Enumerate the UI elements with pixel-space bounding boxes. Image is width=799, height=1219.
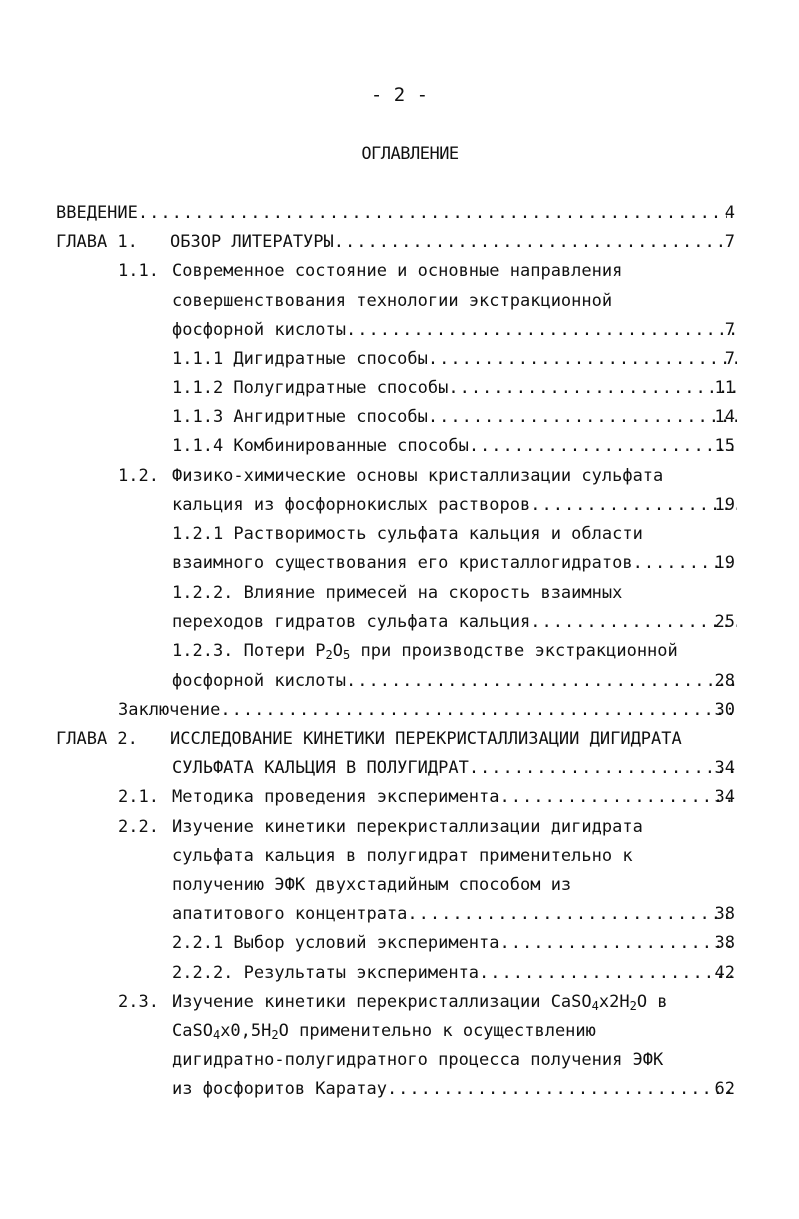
toc-entry-2-3-line4[interactable] (172, 1076, 799, 1102)
dot-leader (334, 229, 727, 255)
entry-title-cont: переходов гидратов сульфата кальция (172, 612, 531, 632)
toc-entry-2-2-line2 (172, 843, 799, 869)
page-ref: 28 (714, 671, 735, 691)
entry-title: ВВЕДЕНИЕ (56, 203, 138, 223)
entry-title-cont: из фосфоритов Каратау (172, 1079, 387, 1099)
section-number: 2.2. (118, 817, 159, 837)
page-ref: 7 (724, 320, 735, 340)
entry-title: 1.2.2. Влияние примесей на скорость взаимных (172, 583, 623, 603)
page-number: - 2 - (370, 84, 429, 106)
toc-entry-2-1[interactable] (118, 784, 799, 810)
entry-title: Современное состояние и основные направления (172, 261, 623, 281)
dot-leader (500, 784, 737, 810)
dot-leader (346, 668, 737, 694)
page-ref: 19 (714, 553, 735, 573)
entry-title: 1.1.4 Комбинированные способы (172, 436, 469, 456)
entry-title: Заключение (118, 700, 221, 720)
toc-entry-2-3-line1[interactable] (118, 989, 799, 1015)
page-ref: 34 (714, 787, 735, 807)
entry-title: 1.1.2 Полугидратные способы (172, 378, 449, 398)
toc-entry-2-2-2[interactable] (172, 960, 799, 986)
toc-entry-1-1-line2 (172, 288, 799, 314)
dot-leader (346, 317, 737, 343)
entry-title: Изучение кинетики перекристаллизации дигидрата (172, 817, 643, 837)
toc-entry-1-1-2[interactable] (172, 375, 799, 401)
dot-leader (469, 433, 737, 459)
toc-entry-2-2-line1[interactable] (118, 814, 799, 840)
entry-title-cont: взаимного существования его кристаллогидратов (172, 553, 633, 573)
dot-leader (428, 404, 737, 430)
toc-entry-2-3-line2 (172, 1018, 799, 1044)
page-ref: 38 (714, 933, 735, 953)
entry-title: ОБЗОР ЛИТЕРАТУРЫ (170, 232, 334, 252)
page-ref: 42 (714, 963, 735, 983)
toc-entry-1-2-2-line1[interactable] (172, 580, 799, 606)
dot-leader (448, 375, 737, 401)
toc-entry-chapter-2-line2[interactable] (172, 755, 799, 781)
toc-entry-1-2-1-line1[interactable] (172, 521, 799, 547)
page-ref: 34 (714, 758, 735, 778)
dot-leader (530, 609, 737, 635)
toc-entry-1-2-line2[interactable] (172, 492, 799, 518)
toc-entry-1-2-line1[interactable] (118, 463, 799, 489)
toc-entry-chapter-2-line1[interactable] (56, 726, 799, 752)
toc-entry-1-2-3-line1[interactable] (172, 638, 799, 664)
toc-entry-2-2-line4[interactable] (172, 901, 799, 927)
page-ref: 7 (724, 232, 735, 252)
chapter-number: ГЛАВА 2. (56, 729, 138, 749)
page-ref: 7 (724, 349, 735, 369)
toc-entry-1-1-3[interactable] (172, 404, 799, 430)
entry-title: 2.2.1 Выбор условий эксперимента (172, 933, 500, 953)
entry-title: ИССЛЕДОВАНИЕ КИНЕТИКИ ПЕРЕКРИСТАЛЛИЗАЦИИ ДИГИДРАТА (170, 729, 682, 749)
page-ref: 30 (714, 700, 735, 720)
dot-leader (387, 1076, 737, 1102)
dot-leader (220, 697, 737, 723)
toc-entry-1-1-line1[interactable] (118, 258, 799, 284)
entry-title: 1.1.1 Дигидратные способы (172, 349, 428, 369)
entry-title-cont: фосфорной кислоты (172, 671, 346, 691)
entry-title: 2.2.2. Результаты эксперимента (172, 963, 480, 983)
entry-title-cont: фосфорной кислоты (172, 320, 346, 340)
entry-title: Методика проведения эксперимента (172, 787, 500, 807)
dot-leader (428, 346, 737, 372)
toc-entry-1-1-line3[interactable] (172, 317, 799, 343)
entry-title-cont: кальция из фосфорнокислых растворов (172, 495, 531, 515)
dot-leader (138, 200, 727, 226)
entry-title-cont: СУЛЬФАТА КАЛЬЦИЯ В ПОЛУГИДРАТ (172, 758, 469, 778)
toc-entry-2-2-line3 (172, 872, 799, 898)
entry-title: 1.2.1 Растворимость сульфата кальция и области (172, 524, 643, 544)
section-number: 2.1. (118, 787, 159, 807)
toc-entry-2-3-line3 (172, 1047, 799, 1073)
toc-entry-1-1-1[interactable] (172, 346, 799, 372)
toc-entry-chapter-1[interactable] (56, 229, 799, 255)
dot-leader (530, 492, 737, 518)
entry-title: 1.2.3. Потери $P_2O_5$ при производстве экстракционной (172, 641, 678, 662)
entry-title: Физико-химические основы кристаллизации сульфата (172, 466, 664, 486)
page-ref: 62 (714, 1079, 735, 1099)
entry-title: 1.1.3 Ангидритные способы (172, 407, 428, 427)
section-number: 1.1. (118, 261, 159, 281)
dot-leader (469, 755, 737, 781)
entry-title-cont: апатитового концентрата (172, 904, 408, 924)
entry-title-cont: сульфата кальция в полугидрат применительно к (172, 846, 633, 866)
chapter-number: ГЛАВА 1. (56, 232, 138, 252)
toc-entry-1-1-4[interactable] (172, 433, 799, 459)
toc-entry-1-2-1-line2[interactable] (172, 550, 799, 576)
toc-entry-intro[interactable] (56, 200, 799, 226)
toc-heading: ОГЛАВЛЕНИЕ (361, 144, 459, 164)
toc-entry-1-2-2-line2[interactable] (172, 609, 799, 635)
dot-leader (500, 930, 737, 956)
page-ref: 19 (714, 495, 735, 515)
page-ref: 11 (714, 378, 735, 398)
dot-leader (407, 901, 737, 927)
toc-entry-1-2-3-line2[interactable] (172, 668, 799, 694)
page-ref: 15 (714, 436, 735, 456)
entry-title-cont: совершенствования технологии экстракционной (172, 291, 613, 311)
toc-entry-2-2-1[interactable] (172, 930, 799, 956)
dot-leader (479, 960, 737, 986)
entry-title-cont: получению ЭФК двухстадийным способом из (172, 875, 572, 895)
page-ref: 38 (714, 904, 735, 924)
section-number: 2.3. (118, 992, 159, 1012)
page-ref: 25 (714, 612, 735, 632)
entry-title-cont: дигидратно-полугидратного процесса получения ЭФК (172, 1050, 664, 1070)
entry-title-cont: $CaSO_4x0,5H_2O$ применительно к осуществлению (172, 1021, 596, 1042)
section-number: 1.2. (118, 466, 159, 486)
toc-entry-conclusion[interactable] (118, 697, 799, 723)
page-ref: 14 (714, 407, 735, 427)
page-ref: 4 (724, 203, 735, 223)
entry-title: Изучение кинетики перекристаллизации $CaSO_4x2H_2O$ в (172, 992, 668, 1013)
